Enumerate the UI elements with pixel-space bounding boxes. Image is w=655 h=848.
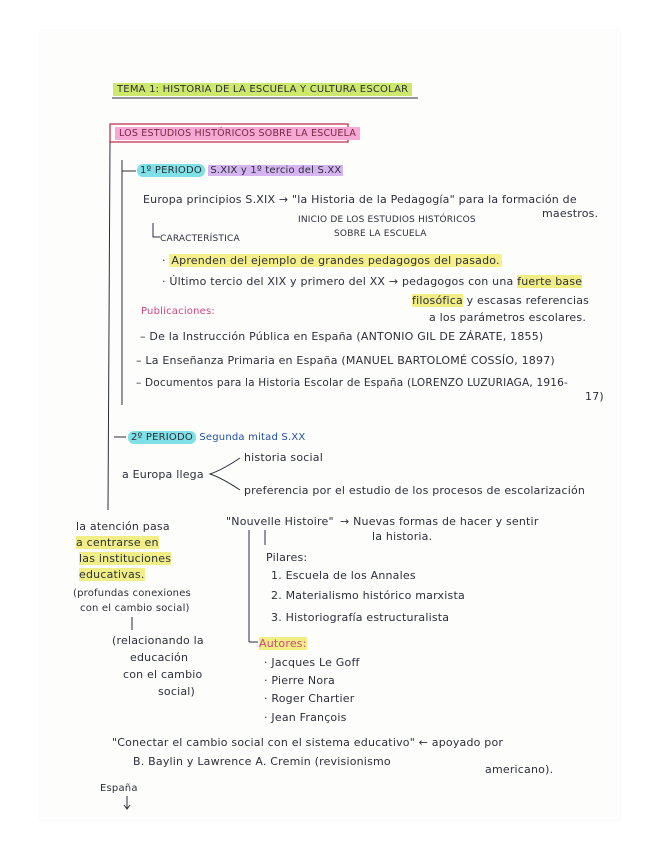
period2-label: 2º PERIODO Segunda mitad S.XX xyxy=(128,431,305,444)
caracteristica-label: CARACTERÍSTICA xyxy=(160,234,240,244)
section-header: LOS ESTUDIOS HISTÓRICOS SOBRE LA ESCUELA xyxy=(115,127,360,140)
inicio-line2: SOBRE LA ESCUELA xyxy=(334,229,427,239)
quote-line2: B. Baylin y Lawrence A. Cremin (revisionismo xyxy=(133,755,391,768)
autor-1: · Jacques Le Goff xyxy=(264,656,360,669)
side-note-4: educativas. xyxy=(79,568,145,581)
pilar-1: 1. Escuela de los Annales xyxy=(271,569,416,582)
nuevas-formas-2: la historia. xyxy=(372,530,433,543)
period1-intro-2: maestros. xyxy=(542,207,599,220)
side-note-2: a centrarse en xyxy=(76,536,159,549)
publicaciones-label: Publicaciones: xyxy=(141,306,215,317)
publicacion-2: – La Enseñanza Primaria en España (MANUEL BARTOLOMÉ COSSÍO, 1897) xyxy=(136,354,555,367)
espana-label: España xyxy=(100,783,138,794)
nuevas-formas: → Nuevas formas de hacer y sentir xyxy=(340,515,539,528)
autor-3: · Roger Chartier xyxy=(264,692,355,705)
bullet-2-end: a los parámetros escolares. xyxy=(429,311,587,324)
bullet-1: · Aprenden del ejemplo de grandes pedagogos del pasado. xyxy=(162,254,500,267)
autores-label: Autores: xyxy=(259,637,307,650)
period1-intro: Europa principios S.XIX → "la Historia de la Pedagogía" para la formación de xyxy=(143,193,577,206)
bullet-2-cont: filosófica y escasas referencias xyxy=(412,294,590,307)
side-note3-2: educación xyxy=(130,651,189,664)
side-note-3: las instituciones xyxy=(79,552,172,565)
pilares-label: Pilares: xyxy=(266,551,308,564)
pilar-3: 3. Historiografía estructuralista xyxy=(271,611,450,624)
side-note3-3: con el cambio xyxy=(123,668,203,681)
side-note2-1: (profundas conexiones xyxy=(73,588,191,599)
autor-2: · Pierre Nora xyxy=(264,674,335,687)
nouvelle-histoire: "Nouvelle Histoire" xyxy=(226,515,334,528)
publicacion-1: – De la Instrucción Pública en España (ANTONIO GIL DE ZÁRATE, 1855) xyxy=(140,330,544,343)
publicacion-3: – Documentos para la Historia Escolar de España (LORENZO LUZURIAGA, 1916- xyxy=(136,377,568,389)
branch-preferencia: preferencia por el estudio de los procesos de escolarización xyxy=(244,484,586,497)
side-note2-2: con el cambio social) xyxy=(80,603,190,614)
side-note3-1: (relacionando la xyxy=(112,634,204,647)
pilar-2: 2. Materialismo histórico marxista xyxy=(271,589,465,602)
autor-4: · Jean François xyxy=(264,711,347,724)
side-note-1: la atención pasa xyxy=(76,520,170,533)
inicio-line1: INICIO DE LOS ESTUDIOS HISTÓRICOS xyxy=(298,215,476,225)
quote-line3: americano). xyxy=(485,763,554,776)
period1-label: 1º PERIODO S.XIX y 1º tercio del S.XX xyxy=(137,164,343,177)
europa-llega: a Europa llega xyxy=(122,468,204,481)
page-title: TEMA 1: HISTORIA DE LA ESCUELA Y CULTURA ESCOLAR xyxy=(113,83,412,96)
branch-historia-social: historia social xyxy=(244,451,323,464)
bullet-2: · Último tercio del XIX y primero del XX → pedagogos con una fuerte base xyxy=(162,275,583,288)
side-note3-4: social) xyxy=(158,685,196,698)
quote-line1: "Conectar el cambio social con el sistema educativo" ← apoyado por xyxy=(112,736,504,749)
publicacion-3-end: 17) xyxy=(585,390,604,403)
